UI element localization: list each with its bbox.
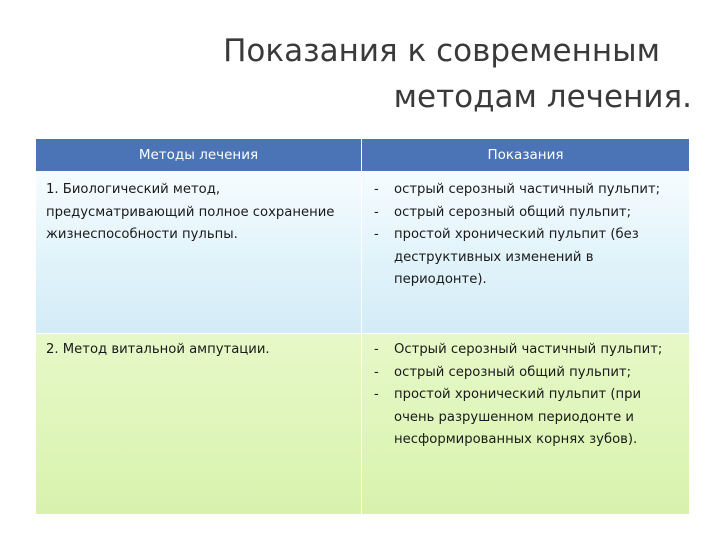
list-item: - острый серозный общий пульпит; <box>368 362 683 385</box>
table-header <box>36 139 689 171</box>
table-row <box>36 333 689 514</box>
title-line-1: Показания к современным <box>223 33 660 69</box>
list-item: - острый серозный частичный пульпит; <box>368 179 683 202</box>
list-item: - простой хронический пульпит (при очень разрушенном периодонте и несформированных корнях зубов). <box>368 384 683 452</box>
table-row <box>36 171 689 333</box>
list-item: - Острый серозный частичный пульпит; <box>368 339 683 362</box>
header-methods: Методы лечения <box>36 139 361 171</box>
indications-list <box>368 179 683 292</box>
title-line-2: методам лечения. <box>393 79 692 115</box>
list-item: - простой хронический пульпит (без деструктивных изменений в периодонте). <box>368 224 683 292</box>
slide-title <box>172 28 692 120</box>
method-cell: 2. Метод витальной ампутации. <box>46 342 270 357</box>
indications-table <box>36 139 689 513</box>
list-item: - острый серозный общий пульпит; <box>368 202 683 225</box>
indications-list <box>368 339 683 452</box>
indications-cell <box>361 171 689 333</box>
header-indications: Показания <box>361 139 689 171</box>
indications-cell <box>361 334 689 514</box>
method-cell: 1. Биологический метод, предусматривающий полное сохранение жизнеспособности пульпы. <box>46 182 335 242</box>
